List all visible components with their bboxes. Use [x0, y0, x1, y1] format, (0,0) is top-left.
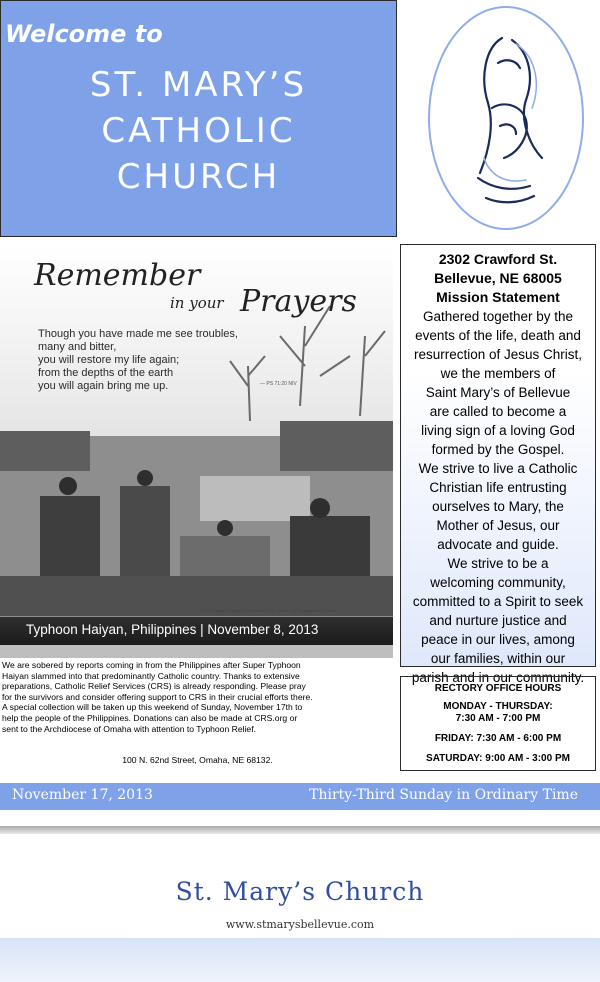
website-link[interactable]: www.stmarysbellevue.com [225, 918, 375, 931]
verse-line: many and bitter, [38, 341, 117, 353]
hours-saturday: SATURDAY: 9:00 AM - 3:00 PM [426, 753, 570, 764]
mission-line: Mother of Jesus, our [436, 518, 560, 533]
mission-line: resurrection of Jesus Christ, [413, 347, 583, 362]
mission-line: events of the life, death and [415, 328, 581, 343]
hours-mon-thu-label: MONDAY - THURSDAY: [443, 701, 553, 712]
article-line: We are sobered by reports coming in from the Philippines after Super Typhoon [2, 660, 301, 670]
address-line-2: Bellevue, NE 68005 [434, 270, 562, 286]
remember-title: Remember [34, 258, 201, 293]
mission-line: we the members of [440, 366, 556, 381]
mission-title: Mission Statement [436, 289, 560, 305]
verse-line: from the depths of the earth [38, 367, 174, 379]
mission-line: welcoming community, [430, 575, 566, 590]
church-name-line-3: CHURCH [116, 157, 281, 197]
footer-church-name: St. Mary’s Church [175, 877, 425, 906]
address-line-1: 2302 Crawford St. [438, 251, 558, 267]
page-separator [0, 826, 600, 834]
in-your-text: in your [170, 294, 224, 312]
mission-line: Saint Mary’s of Bellevue [425, 385, 571, 400]
article-address: 100 N. 62nd Street, Omaha, NE 68132. [122, 755, 273, 765]
hours-mon-thu-time: 7:30 AM - 7:00 PM [455, 713, 541, 724]
church-name-line-1: ST. MARY’S [89, 65, 308, 105]
verse-reference: — PS 71:20 NIV [260, 381, 297, 387]
mission-line: ourselves to Mary, the [432, 499, 564, 514]
verse-line: Though you have made me see troubles, [38, 328, 238, 340]
mission-line: are called to become a [429, 404, 567, 419]
article-line: help the people of the Philippines. Donations can also be made at CRS.org or [2, 712, 298, 723]
mission-line: We strive to live a Catholic [418, 461, 578, 476]
welcome-text: Welcome to [5, 20, 163, 48]
article-line: A special collection will be taken up this weekend of Sunday, November 17th to [2, 702, 303, 713]
article-line: sent to the Archdiocese of Omaha with attention to Typhoon Relief. [2, 723, 256, 734]
verse-line: you will again bring me up. [38, 380, 169, 392]
hours-friday: FRIDAY: 7:30 AM - 6:00 PM [434, 733, 562, 744]
rectory-hours-box [400, 676, 596, 771]
mission-line: formed by the Gospel. [431, 442, 565, 457]
verse-line: you will restore my life again; [38, 354, 180, 366]
mission-line: advocate and guide. [437, 537, 559, 552]
mission-line: committed to a Spirit to seek [412, 594, 584, 609]
logo [428, 6, 584, 230]
article-line: for the survivors and consider offering support to CRS in their crucial efforts there. [2, 691, 313, 702]
church-name [0, 62, 397, 200]
mission-line: and nurture justice and [429, 613, 567, 628]
mission-line: living sign of a loving God [421, 423, 575, 438]
mission-line: our families, within our [430, 651, 566, 666]
mission-line: Christian life entrusting [429, 480, 567, 495]
mary-and-child-icon [430, 8, 586, 232]
photo-caption: Typhoon Haiyan, Philippines | November 8, 2013 [26, 622, 319, 637]
mission-line: parish and in our community. [411, 670, 585, 685]
article-line: preparations, Catholic Relief Services (CRS) is already responding. Please pray [2, 681, 306, 692]
mission-line: We strive to be a [447, 556, 549, 571]
typhoon-article [2, 660, 397, 734]
prayers-title: Prayers [240, 284, 357, 319]
mission-line: peace in our lives, among [421, 632, 575, 647]
church-name-line-2: CATHOLIC [101, 111, 296, 151]
hours-title: RECTORY OFFICE HOURS [434, 683, 562, 694]
mission-statement-box [400, 244, 596, 685]
photo-credit: Cover Design © Liturgical Publications Inc | Photo ©AP Images/Aaron Favila [200, 608, 336, 613]
bulletin-date: November 17, 2013 [12, 787, 153, 803]
liturgical-occasion: Thirty-Third Sunday in Ordinary Time [309, 787, 578, 803]
article-line: Haiyan slammed into that predominantly Catholic country. Thanks to extensive [2, 670, 300, 681]
mission-line: Gathered together by the [422, 309, 574, 324]
footer-bar [0, 938, 600, 982]
